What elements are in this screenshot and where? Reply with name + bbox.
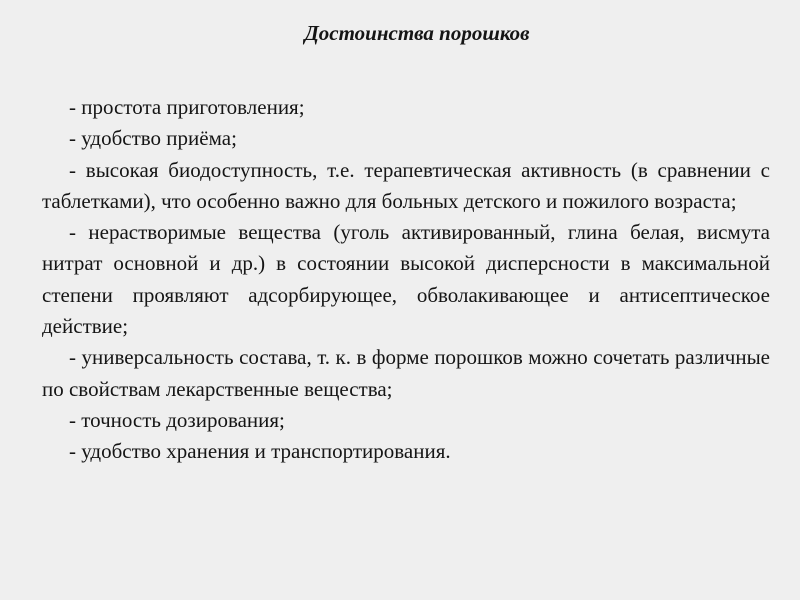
list-item-intake: - удобство приёма; [69,126,237,151]
list-item-storage: - удобство хранения и транспортирования. [69,439,451,464]
list-item-insoluble-substances: - нерастворимые вещества (уголь активированный, глина белая, висмута нитрат основной и др.) в состоянии высокой дисперсности в максимальной степени проявляют адсорбирующее, обволакивающее и антисептическое действие; [42,220,770,339]
page-title: Достоинства порошков [304,21,530,45]
list-item-dosing-accuracy: - точность дозирования; [69,407,285,432]
list-item-universality: - универсальность состава, т. к. в форме порошков можно сочетать различные по свойствам лекарственные вещества; [42,345,770,401]
list-item-preparation: - простота приготовления; [69,95,305,119]
advantages-list [42,92,770,468]
list-item-bioavailability: - высокая биодоступность, т.е. терапевтическая активность (в сравнении с таблетками), что особенно важно для больных детского и пожилого возраста; [42,157,770,213]
